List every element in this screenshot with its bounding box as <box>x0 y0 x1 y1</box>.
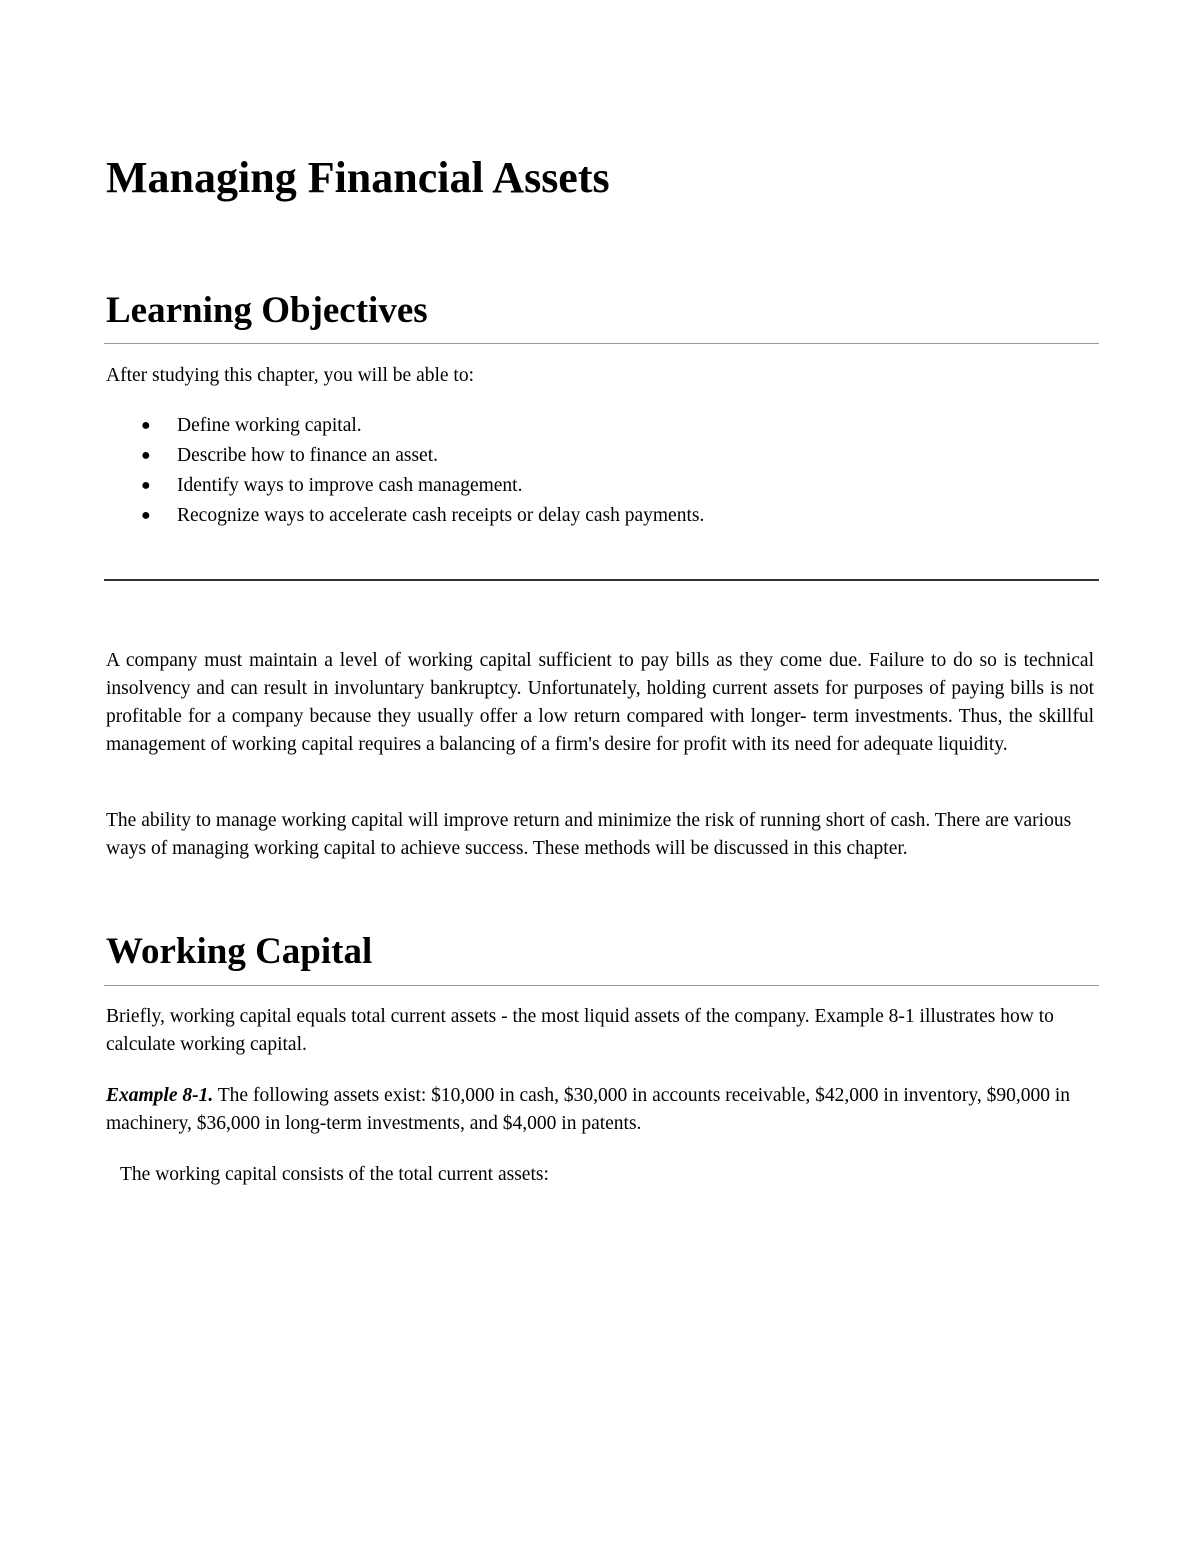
example-paragraph <box>106 1082 1094 1138</box>
document-title: Managing Financial Assets <box>106 153 610 202</box>
list-item-text: Recognize ways to accelerate cash receipts or delay cash payments. <box>177 505 705 526</box>
working-capital-heading: Working Capital <box>106 931 373 972</box>
objectives-intro: After studying this chapter, you will be able to: <box>106 365 475 386</box>
bullet-icon: ● <box>141 507 151 524</box>
list-item <box>137 501 704 531</box>
bullet-icon: ● <box>141 477 151 494</box>
list-item-text: Describe how to finance an asset. <box>177 445 438 466</box>
list-item <box>137 411 704 441</box>
section-divider <box>104 343 1099 344</box>
example-text: The following assets exist: $10,000 in cash, $30,000 in accounts receivable, $42,000 in inventory, $90,000 in machinery, $36,000 in long-term investments, and $4,000 in patents. <box>106 1085 1071 1134</box>
bullet-icon: ● <box>141 447 151 464</box>
objectives-list <box>137 411 704 531</box>
body-paragraph: The ability to manage working capital will improve return and minimize the risk of running short of cash. There are various ways of managing working capital to achieve success. These methods will be discussed in this chapter. <box>106 810 1072 859</box>
working-capital-paragraph: The working capital consists of the total current assets: <box>120 1164 549 1185</box>
list-item-text: Identify ways to improve cash management. <box>177 475 523 496</box>
list-item <box>137 441 704 471</box>
section-divider <box>104 985 1099 986</box>
bullet-icon: ● <box>141 417 151 434</box>
learning-objectives-heading: Learning Objectives <box>106 290 428 331</box>
body-paragraph: A company must maintain a level of working capital sufficient to pay bills as they come due. Failure to do so is technical insolvency and can result in involuntary bankruptcy. Unfortunately, holding current assets for purposes of paying bills is not profitable for a company because they usually offer a low return compared with longer- term investments. Thus, the skillful management of working capital requires a balancing of a firm's desire for profit with its need for adequate liquidity. <box>106 650 1094 755</box>
working-capital-paragraph: Briefly, working capital equals total current assets - the most liquid assets of the company. Example 8-1 illustrates how to calculate working capital. <box>106 1006 1054 1055</box>
example-label: Example 8-1. <box>106 1085 214 1106</box>
list-item <box>137 471 704 501</box>
horizontal-rule <box>104 579 1099 581</box>
list-item-text: Define working capital. <box>177 415 362 436</box>
